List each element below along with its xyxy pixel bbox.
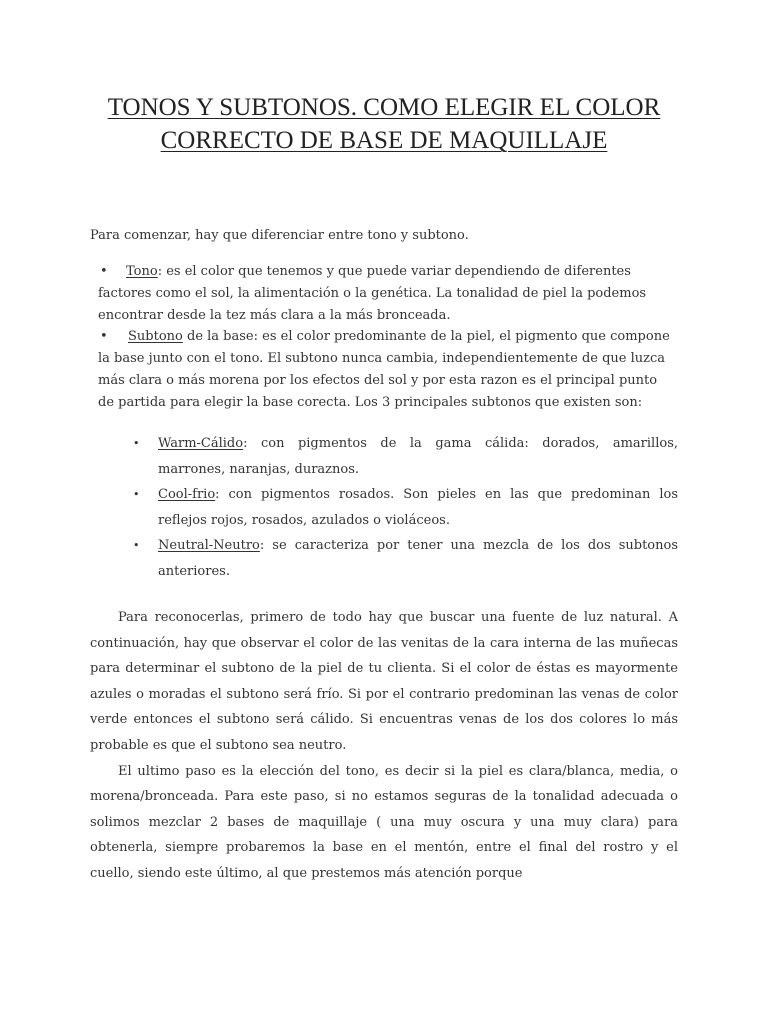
term-subtono: Subtono xyxy=(128,329,183,345)
term-neutral: Neutral-Neutro xyxy=(158,538,260,553)
term-warm: Warm-Cálido xyxy=(158,436,244,451)
neutral-line-1 xyxy=(158,533,678,559)
list-item-warm xyxy=(130,431,678,482)
list-item-subtono xyxy=(98,326,688,413)
subtono-line-1 xyxy=(98,326,688,348)
paragraph-line: probable es que el subtono sea neutro. xyxy=(90,737,347,753)
paragraph-line: para determinar el subtono de la piel de tu clienta. Si el color de éstas es mayormente xyxy=(90,661,678,677)
neutral-line-2: anteriores. xyxy=(158,563,230,579)
cool-line-1 xyxy=(158,482,678,508)
subtono-text-1: de la base: es el color predominante de la piel, el pigmento que compone xyxy=(182,329,670,345)
paragraph-line: continuación, hay que observar el color de las venitas de la cara interna de las muñecas xyxy=(90,635,678,651)
list-item-cool xyxy=(130,482,678,533)
subtono-line-2: la base junto con el tono. El subtono nunca cambia, independientemente de que luzca xyxy=(98,351,666,367)
paragraph-line: cuello, siendo este último, al que prestemos más atención porque xyxy=(90,865,523,881)
warm-line-1 xyxy=(158,431,678,457)
tono-line-3: encontrar desde la tez más clara a la más bronceada. xyxy=(98,307,451,323)
warm-text-1: : con pigmentos de la gama cálida: dorados, amarillos, xyxy=(243,436,678,451)
paragraph-line: verde entonces el subtono será cálido. Si encuentras venas de los dos colores lo más xyxy=(90,712,678,728)
paragraph-line: obtenerla, siempre probaremos la base en el mentón, entre el final del rostro y el xyxy=(90,840,678,856)
list-item-tono xyxy=(98,261,688,326)
tono-text-1: : es el color que tenemos y que puede variar dependiendo de diferentes xyxy=(157,264,631,279)
term-tono: Tono xyxy=(126,264,158,279)
warm-line-2: marrones, naranjas, duraznos. xyxy=(158,461,360,477)
page-title xyxy=(60,91,708,157)
definitions-list xyxy=(98,261,688,414)
title-line-2: CORRECTO DE BASE DE MAQUILLAJE xyxy=(160,127,608,154)
tono-line-1 xyxy=(98,261,688,283)
paragraph-line: azules o moradas el subtono será frío. Si por el contrario predominan las venas de color xyxy=(90,686,678,702)
cool-line-2: reflejos rojos, rosados, azulados o violáceos. xyxy=(158,512,450,528)
paragraph-line: El ultimo paso es la elección del tono, es decir si la piel es clara/blanca, media, o xyxy=(118,763,678,779)
intro-paragraph: Para comenzar, hay que diferenciar entre tono y subtono. xyxy=(90,228,469,243)
cool-text-1: : con pigmentos rosados. Son pieles en las que predominan los xyxy=(215,487,678,502)
subtonos-list xyxy=(130,431,678,584)
bullet-icon: • xyxy=(133,539,140,552)
subtono-line-4: de partida para elegir la base corecta. Los 3 principales subtonos que existen son: xyxy=(98,394,643,410)
paragraph-1 xyxy=(90,605,678,759)
bullet-icon: • xyxy=(100,329,108,345)
subtono-line-3: más clara o más morena por los efectos del sol y por esta razon es el principal punto xyxy=(98,372,658,388)
term-cool: Cool-frio xyxy=(158,487,216,502)
list-item-neutral xyxy=(130,533,678,584)
neutral-text-1: : se caracteriza por tener una mezcla de los dos subtonos xyxy=(259,538,678,553)
bullet-icon: • xyxy=(133,437,140,450)
bullet-icon: • xyxy=(133,488,140,501)
bullet-icon: • xyxy=(100,264,108,279)
paragraph-line: solimos mezclar 2 bases de maquillaje ( una muy oscura y una muy clara) para xyxy=(90,814,678,830)
paragraph-line: morena/bronceada. Para este paso, si no estamos seguras de la tonalidad adecuada o xyxy=(90,789,678,805)
tono-line-2: factores como el sol, la alimentación o la genética. La tonalidad de piel la podemos xyxy=(98,285,647,301)
paragraph-2 xyxy=(90,759,678,887)
title-line-1: TONOS Y SUBTONOS. COMO ELEGIR EL COLOR xyxy=(107,94,661,121)
paragraph-line: Para reconocerlas, primero de todo hay que buscar una fuente de luz natural. A xyxy=(118,610,678,625)
body-paragraphs xyxy=(90,605,678,887)
